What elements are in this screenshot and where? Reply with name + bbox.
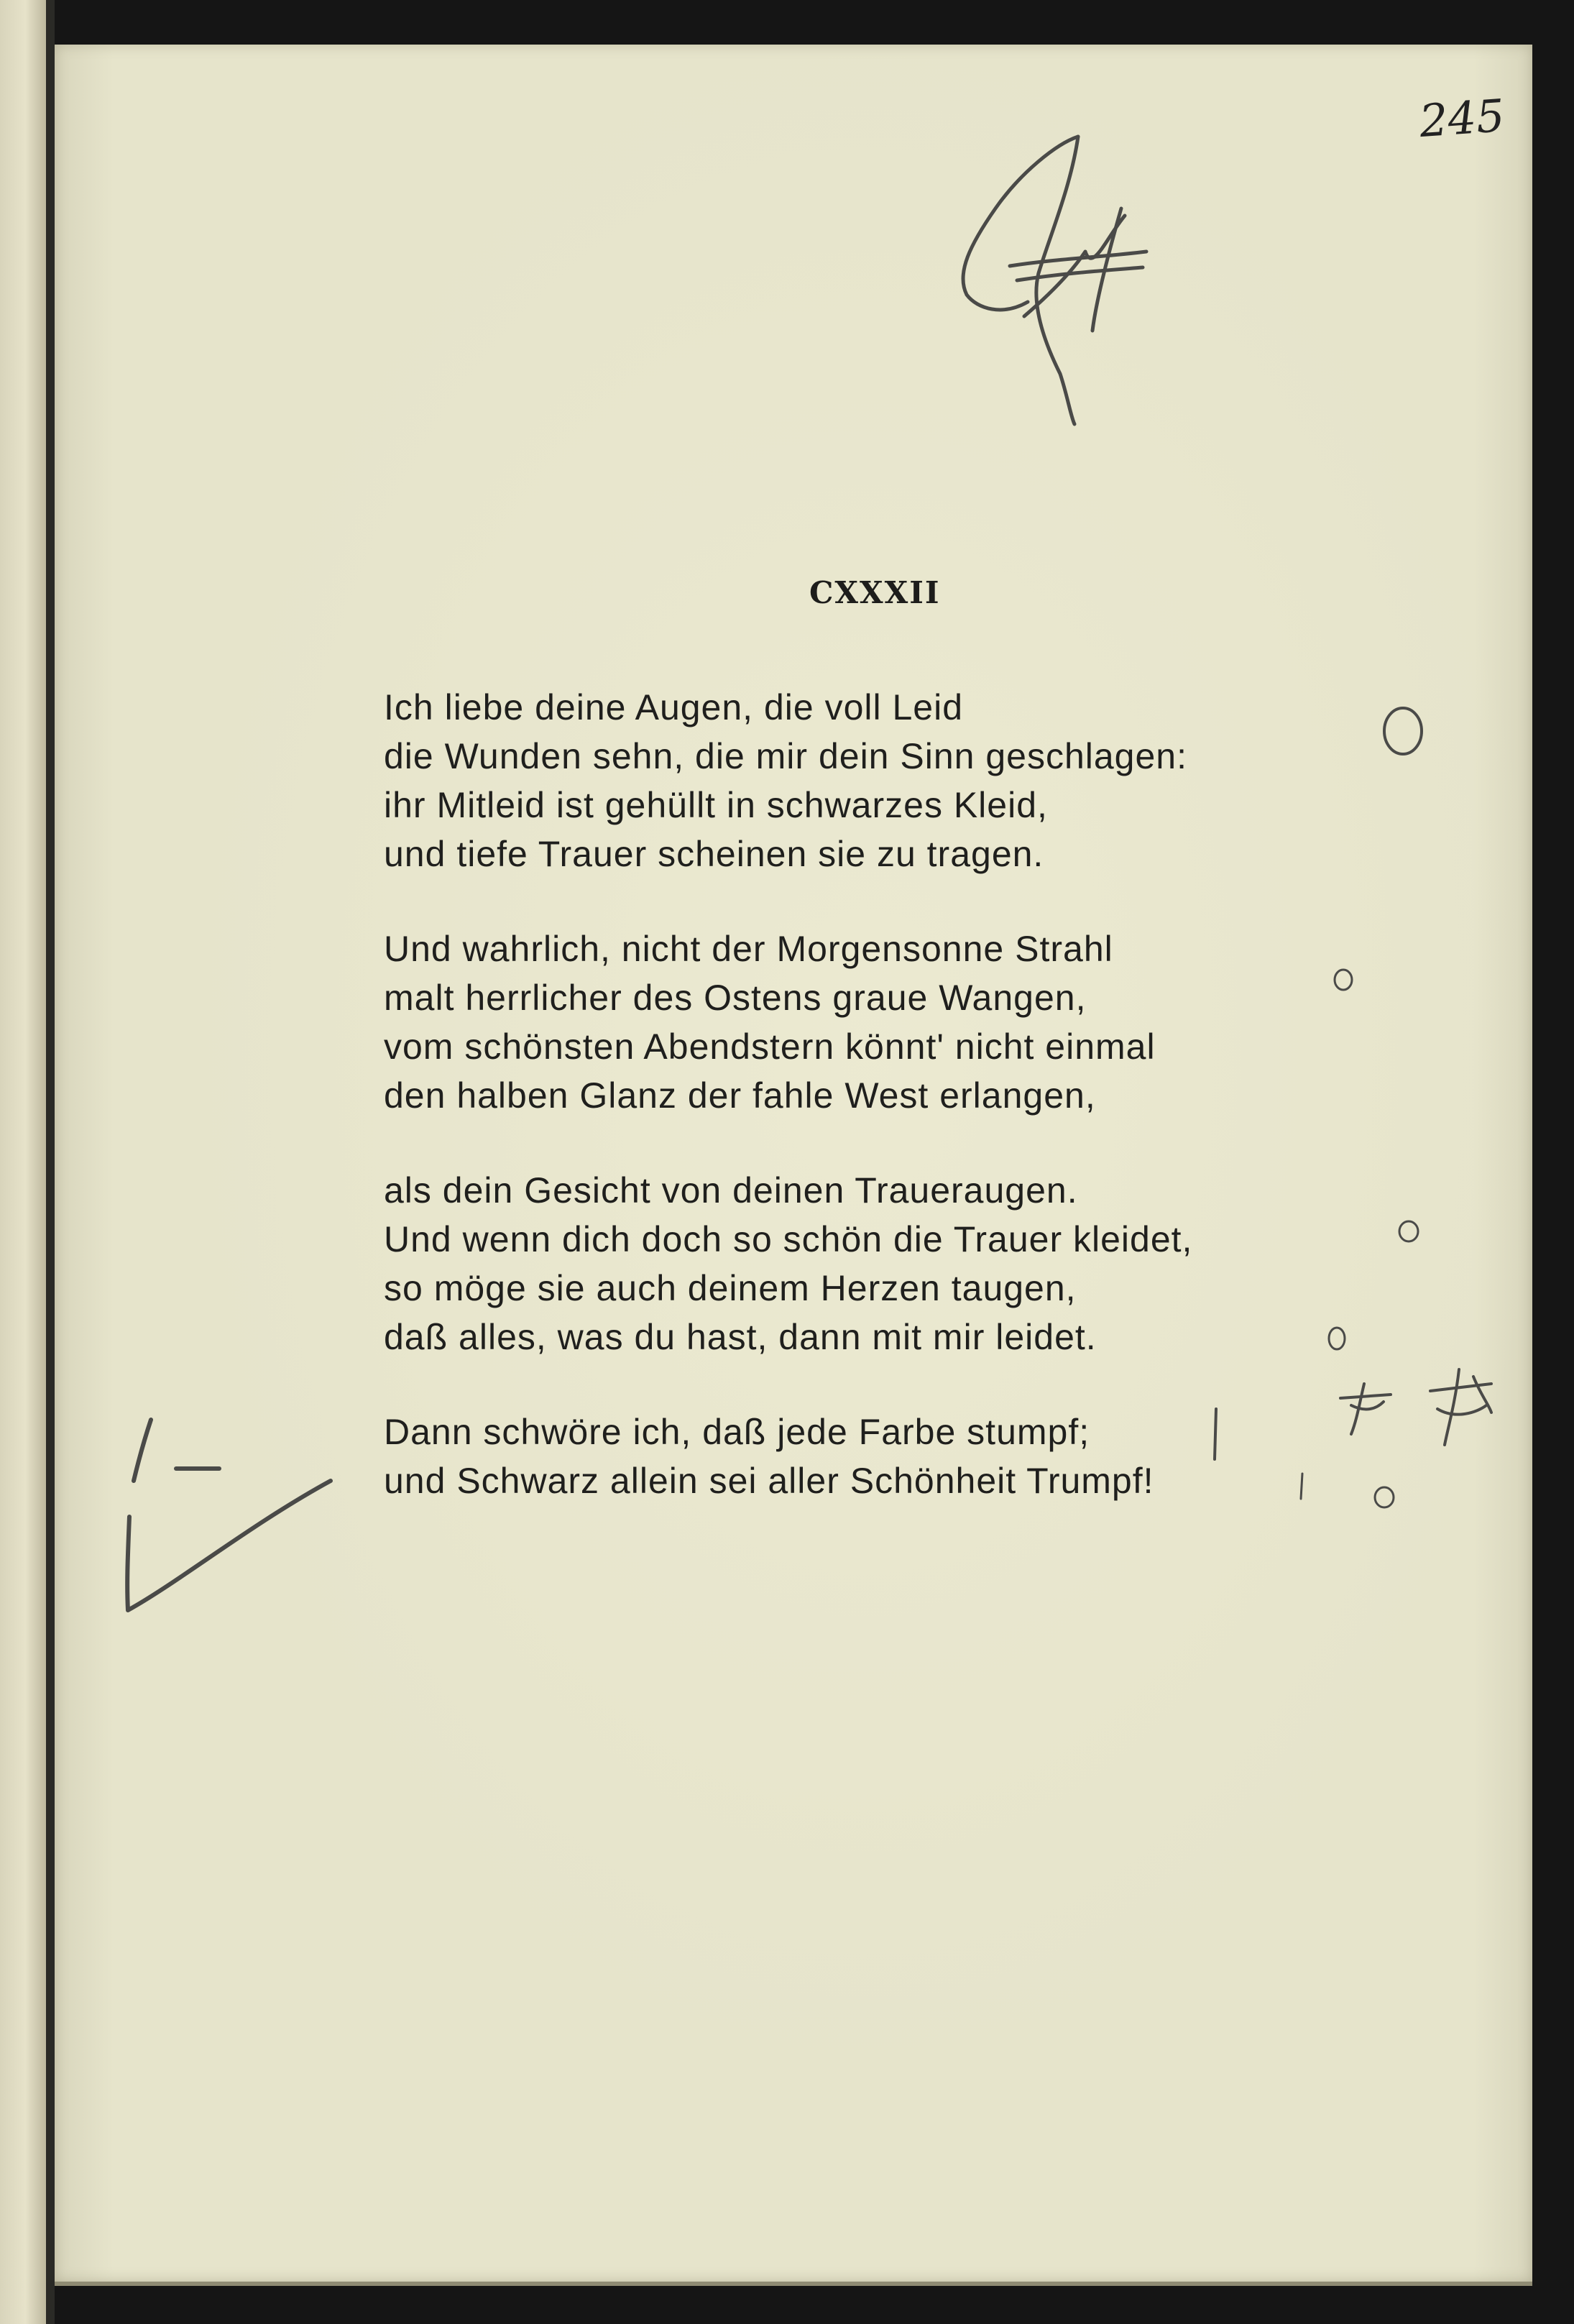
pencil-circle-mark (1384, 708, 1422, 754)
poem-number: CXXXII (809, 575, 941, 610)
poem-line: Dann schwöre ich, daß jede Farbe stumpf; (384, 1412, 1090, 1452)
poem-line: vom schönsten Abendstern könnt' nicht einmal (384, 1026, 1156, 1067)
pencil-cross-mark (1340, 1384, 1391, 1434)
poem-line: und Schwarz allein sei aller Schönheit Trumpf! (384, 1461, 1154, 1501)
poem-line: Und wenn dich doch so schön die Trauer kleidet, (384, 1219, 1193, 1259)
pencil-slash-mark (1301, 1474, 1302, 1499)
poem-line: so möge sie auch deinem Herzen taugen, (384, 1268, 1077, 1308)
pencil-circle-mark (1329, 1328, 1345, 1349)
poem-line: als dein Gesicht von deinen Traueraugen. (384, 1170, 1078, 1211)
pencil-circle-mark (1399, 1221, 1418, 1241)
pencil-check-mark (127, 1420, 331, 1610)
poem-line: den halben Glanz der fahle West erlangen, (384, 1075, 1096, 1116)
poem-line: und tiefe Trauer scheinen sie zu tragen. (384, 834, 1044, 874)
poem-line: Und wahrlich, nicht der Morgensonne Strahl (384, 929, 1113, 969)
pencil-cross-mark (1430, 1369, 1491, 1445)
folio-number: 245 (1417, 88, 1506, 148)
poem-line: Ich liebe deine Augen, die voll Leid (384, 687, 964, 727)
pencil-circle-mark (1375, 1487, 1394, 1507)
pencil-monogram-mark (963, 137, 1146, 424)
poem-line: ihr Mitleid ist gehüllt in schwarzes Kleid, (384, 785, 1048, 825)
pencil-slash-mark (1215, 1409, 1216, 1459)
poem-line: die Wunden sehn, die mir dein Sinn geschlagen: (384, 736, 1187, 776)
pencil-circle-mark (1335, 970, 1352, 990)
poem-line: daß alles, was du hast, dann mit mir leidet. (384, 1317, 1097, 1357)
poem-line: malt herrlicher des Ostens graue Wangen, (384, 978, 1087, 1018)
